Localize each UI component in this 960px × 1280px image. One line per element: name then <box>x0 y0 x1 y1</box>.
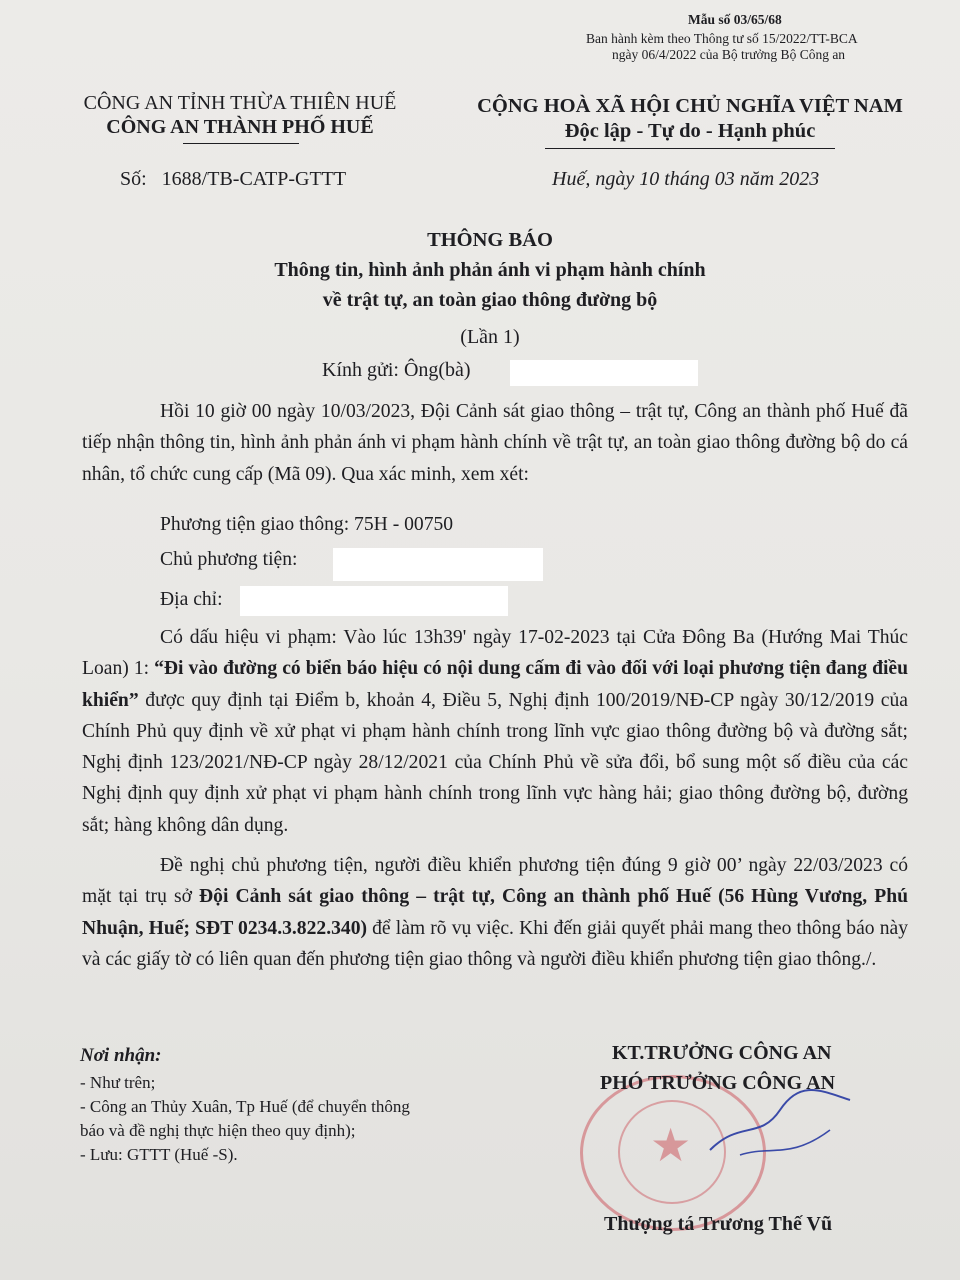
form-issued-line2: ngày 06/4/2022 của Bộ trưởng Bộ Công an <box>612 47 846 62</box>
agency-name: CÔNG AN THÀNH PHỐ HUẾ <box>106 116 374 138</box>
vehicle-plate: Phương tiện giao thông: 75H - 00750 <box>160 514 454 535</box>
notice-subtitle-2: về trật tự, an toàn giao thông đường bộ <box>322 289 658 311</box>
agency-parent: CÔNG AN TỈNH THỪA THIÊN HUẾ <box>83 92 397 114</box>
violation-legal-basis: được quy định tại Điểm b, khoản 4, Điều 5, Nghị định 100/2019/NĐ-CP ngày 30/12/2019 của Chính Phủ quy định về xử phạt vi phạm hành chính trong lĩnh vực giao thông đường bộ và đường sắt; Nghị định 123/2021/NĐ-CP ngày 28/12/2021 của Chính Phủ về sửa đổi, bổ sung một số điều của các Nghị định quy định xử phạt vi phạm hành chính trong lĩnh vực hàng hải; giao thông đường bộ, đường sắt; hàng không dân dụng. <box>82 689 908 836</box>
form-issued-line1: Ban hành kèm theo Thông tư số 15/2022/TT-BCA <box>586 31 858 46</box>
recipient-redaction <box>510 360 698 386</box>
stamp-star-icon: ★ <box>650 1118 692 1172</box>
notice-title: THÔNG BÁO <box>427 229 553 251</box>
violation-paragraph <box>82 622 908 841</box>
address-redaction <box>240 586 508 616</box>
recipient-item-2a: - Công an Thủy Xuân, Tp Huế (để chuyển thông <box>80 1097 410 1116</box>
form-code: Mẫu số 03/65/68 <box>688 12 782 27</box>
signature-title-2: PHÓ TRƯỞNG CÔNG AN <box>600 1072 836 1094</box>
intro-paragraph: Hồi 10 giờ 00 ngày 10/03/2023, Đội Cảnh sát giao thông – trật tự, Công an thành phố Huế đã tiếp nhận thông tin, hình ảnh phản ánh vi phạm hành chính về trật tự, an toàn giao thông đường bộ do cá nhân, tổ chức cung cấp (Mã 09). Qua xác minh, xem xét: <box>82 401 908 485</box>
recipient-label: Kính gửi: Ông(bà) <box>322 359 471 381</box>
signer-name: Thượng tá Trương Thế Vũ <box>604 1213 833 1235</box>
nation-motto: Độc lập - Tự do - Hạnh phúc <box>564 120 816 142</box>
recipients-heading: Nơi nhận: <box>80 1045 162 1066</box>
document-number: Số: 1688/TB-CATP-GTTT <box>120 168 347 190</box>
recipient-item-3: - Lưu: GTTT (Huế -S). <box>80 1145 238 1164</box>
agency-underline <box>183 143 299 144</box>
request-paragraph <box>82 850 908 975</box>
notice-round: (Lần 1) <box>460 326 520 348</box>
handwritten-signature <box>700 1080 860 1170</box>
violation-intro: Có dấu hiệu vi phạm: Vào lúc 13h39' ngày 17-02-2023 tại Cửa Đông Ba (Hướng Mai Thúc Loan) 1: <box>82 627 908 680</box>
violation-description: “Đi vào đường có biển báo hiệu có nội dung cấm đi vào đối với loại phương tiện đang điều khiển” <box>82 658 908 711</box>
address-label: Địa chỉ: <box>160 589 223 610</box>
signature-title-1: KT.TRƯỞNG CÔNG AN <box>612 1042 832 1064</box>
recipient-item-2b: báo và đề nghị thực hiện theo quy định); <box>80 1121 356 1140</box>
request-instructions: để làm rõ vụ việc. Khi đến giải quyết phải mang theo thông báo này và các giấy tờ có liên quan đến phương tiện giao thông và người điều khiển phương tiện giao thông./. <box>82 917 908 970</box>
owner-redaction <box>333 548 543 581</box>
request-office: Đội Cảnh sát giao thông – trật tự, Công an thành phố Huế (56 Hùng Vương, Phú Nhuận, Huế; SĐT 0234.3.822.340) <box>82 886 908 939</box>
notice-subtitle-1: Thông tin, hình ảnh phản ánh vi phạm hành chính <box>274 259 706 281</box>
owner-label: Chủ phương tiện: <box>160 549 298 570</box>
place-date: Huế, ngày 10 tháng 03 năm 2023 <box>552 168 820 190</box>
motto-underline <box>545 148 835 149</box>
request-intro: Đề nghị chủ phương tiện, người điều khiển phương tiện đúng 9 giờ 00’ ngày 22/03/2023 có mặt tại trụ sở <box>82 855 908 908</box>
recipient-item-1: - Như trên; <box>80 1073 156 1092</box>
nation-name: CỘNG HOÀ XÃ HỘI CHỦ NGHĨA VIỆT NAM <box>477 95 903 117</box>
